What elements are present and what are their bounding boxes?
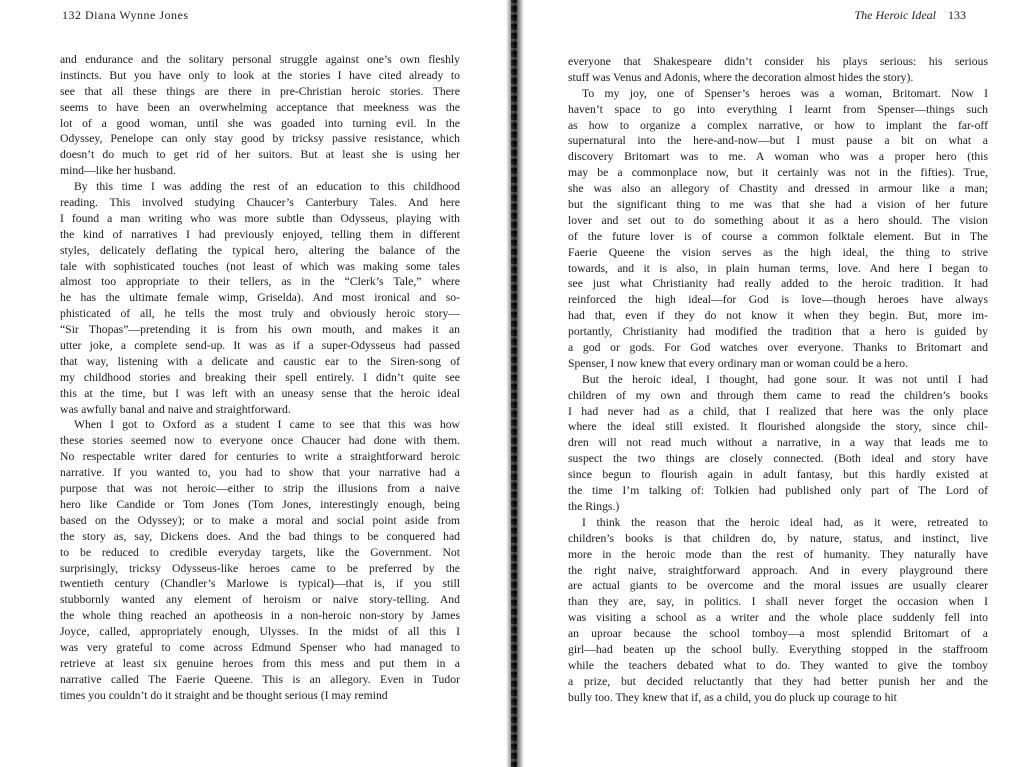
text-line: surprisingly, tricksy Odysseus-like heroes came to be preferred by the — [60, 561, 460, 575]
text-line: was very grateful to come across Edmund Spenser who had managed to — [60, 640, 460, 654]
text-line: she was also an allegory of Chastity and dressed in armour like a man; — [568, 182, 988, 196]
book-gutter-spine — [511, 0, 517, 767]
page-number: 133 — [948, 8, 966, 22]
right-page-text — [568, 54, 988, 706]
text-line: I think the reason that the heroic ideal had, as it were, retreated to — [582, 515, 988, 529]
text-line: dren will not read much without a narrative, in a way that leads me to — [568, 436, 988, 450]
text-line: that way, listening with a delicate and caustic ear to the Siren-song of — [60, 354, 460, 368]
text-line: the time I’m talking of: Tolkien had published only part of The Lord of — [568, 484, 988, 498]
text-line: but the significant thing to me was that she had a vision of her future — [568, 198, 988, 212]
text-line: a god or gods. For God watches over everyone. Thanks to Britomart and — [568, 341, 988, 355]
text-line: towards, and it is also, in plain human terms, love. And here I began to — [568, 261, 988, 275]
text-line: and endurance and the solitary personal struggle against one’s own fleshly — [60, 53, 460, 66]
text-line: see that all these things are there in pre-Christian heroic stories. There — [60, 84, 460, 98]
text-line: the right naive, straightforward approach. And in every playground there — [568, 563, 988, 577]
text-line: seems to have been an overwhelming acceptance that meekness was the — [60, 100, 460, 114]
text-line: a prize, but decided reluctantly that they had better punish her and the — [568, 674, 988, 688]
text-line: purpose that was not heroic—either to strip the illusions from a naive — [60, 482, 460, 496]
text-line: To my joy, one of Spenser’s heroes was a woman, Britomart. Now I — [582, 86, 988, 100]
text-line: “Sir Thopas”—pretending it is from his own mouth, and makes it an — [60, 323, 460, 337]
text-line: while the teachers debated what to do. They wanted to give the tomboy — [568, 658, 988, 672]
text-line: By this time I was adding the rest of an education to this childhood — [74, 180, 460, 194]
text-line: stuff was Venus and Adonis, where the decoration almost hides the story). — [568, 70, 914, 84]
text-line: bully too. They knew that if, as a child, you do pluck up courage to hit — [568, 690, 897, 704]
text-line: was awfully banal and naive and straightforward. — [60, 402, 291, 416]
text-line: stubbornly wanted any element of heroism or naive story-telling. And — [60, 593, 460, 607]
text-line: hero like Candide or Tom Jones (Tom Jones, interestingly enough, being — [60, 497, 460, 511]
text-line: utter joke, a complete send-up. It was as if a super-Odysseus had passed — [60, 339, 460, 353]
text-line: girl—had beaten up the school bully. Everything stopped in the staffroom — [568, 642, 988, 656]
text-line: supernatural into the here-and-now—but I must pause a bit on what a — [568, 134, 988, 148]
text-line: phisticated of all, he tells the most truly and obviously heroic story— — [60, 307, 460, 321]
text-line: When I got to Oxford as a student I came to see that this was how — [74, 418, 460, 432]
text-line: mind—like her husband. — [60, 164, 176, 178]
text-line: where the ideal still existed. It flourished alongside the story, since chil- — [568, 420, 988, 434]
text-line: almost too appropriate to their tellers, as in the “Clerk’s Tale,” where — [60, 275, 460, 289]
text-line: discovery Britomart was to me. A woman who was a proper hero (this — [568, 150, 988, 164]
right-page — [522, 0, 1022, 767]
text-line: But the heroic ideal, I thought, had gone sour. It was not until I had — [582, 372, 988, 386]
text-line: of the future lover is of course a common folktale element. But in The — [568, 229, 988, 243]
text-line: lot of a good woman, until she was goaded into turning evil. In the — [60, 116, 460, 130]
text-line: I had never had as a child, that I realized that here was the only place — [568, 404, 988, 418]
text-line: Spenser, I now knew that every ordinary man or woman could be a hero. — [568, 356, 908, 370]
text-line: may be a commonplace now, but it certainly was not in the fifties). True, — [568, 166, 988, 180]
text-line: to be reduced to credible everyday targets, like the Government. Not — [60, 545, 460, 559]
text-line: an uproar because the school tomboy—a most splendid Britomart of a — [568, 627, 988, 641]
right-running-head — [854, 8, 966, 23]
text-line: times you couldn’t do it straight and be thought serious (I may remind — [60, 688, 388, 702]
text-line: are actual giants to be overcome and the moral issues are usually clearer — [568, 579, 988, 593]
text-line: Faerie Queene the vision serves as the high ideal, the thing to strive — [568, 245, 988, 259]
text-line: based on the Odyssey); or to make a moral and social point aside from — [60, 513, 460, 527]
text-line: as how to organize a complex narrative, or how to implant the far-off — [568, 118, 988, 132]
text-line: more in the heroic mode than the rest of humanity. They naturally have — [568, 547, 988, 561]
running-head-title: The Heroic Ideal — [854, 8, 936, 22]
text-line: doesn’t do much to get rid of her suitors. But at least she is using her — [60, 148, 460, 162]
text-line: portantly, Christianity had modified the tradition that a hero is guided by — [568, 325, 988, 339]
text-line: Joyce, called, appropriately enough, Ulysses. In the midst of all this I — [60, 625, 460, 639]
text-line: had that, even if they do not know it when they begin. But, more im- — [568, 309, 988, 323]
text-line: everyone that Shakespeare didn’t consider his plays serious: his serious — [568, 55, 988, 68]
text-line: lover and set out to do something about it as a hero should. The vision — [568, 213, 988, 227]
text-line: styles, delicately deflating the typical hero, altering the balance of the — [60, 243, 460, 257]
text-line: Odyssey, Penelope can only stay good by tricksy passive resistance, which — [60, 132, 460, 146]
left-running-head: 132 Diana Wynne Jones — [62, 8, 189, 22]
text-line: my childhood stories and breaking their spell entirely. I didn’t quite see — [60, 370, 460, 384]
text-line: the kind of narratives I had previously enjoyed, telling them in different — [60, 227, 460, 241]
text-line: since begun to flourish again in adult fantasy, but this hardly existed at — [568, 468, 988, 482]
text-line: retrieve at least six genuine heroes from this mess and put them in a — [60, 656, 460, 670]
text-line: haven’t space to go into everything I learnt from Spenser—things such — [568, 102, 988, 116]
left-page-text — [60, 52, 460, 704]
text-line: tale with sophisticated touches (not least of which was making some tales — [60, 259, 460, 273]
text-line: was visiting a school as a writer and the whole place suddenly fell into — [568, 611, 988, 625]
text-line: these stories seemed now to everyone once Chaucer had done with them. — [60, 434, 460, 448]
text-line: I found a man writing who was more subtle than Odysseus, playing with — [60, 211, 460, 225]
text-line: he has the ultimate female wimp, Griselda). And most ironical and so- — [60, 291, 460, 305]
text-line: narrative. If you wanted to, you had to show that your narrative had a — [60, 466, 460, 480]
text-line: the story as, say, Dickens does. And the bad things to be conquered had — [60, 529, 460, 543]
text-line: the whole thing reached an apotheosis in a non-heroic non-story by James — [60, 609, 460, 623]
text-line: twentieth century (Chandler’s Marlowe is typical)—that is, if you still — [60, 577, 460, 591]
text-line: children of my own and through them came to read the children’s books — [568, 388, 988, 402]
text-line: see just what Christianity had really added to the heroic tradition. It had — [568, 277, 988, 291]
text-line: reinforced the high ideal—for God is love—though heroes have always — [568, 293, 988, 307]
text-line: suspect the two things are closely connected. (Both ideal and story have — [568, 452, 988, 466]
text-line: the Rings.) — [568, 499, 620, 513]
text-line: this at the time, but I was left with an uneasy sense that the heroic ideal — [60, 386, 460, 400]
text-line: No respectable writer dared for centuries to write a straightforward heroic — [60, 450, 460, 464]
left-page — [0, 0, 508, 767]
text-line: reading. This involved studying Chaucer’s Canterbury Tales. And here — [60, 196, 460, 210]
text-line: than they are, say, in politics. I shall never forget the occasion when I — [568, 595, 988, 609]
text-line: instincts. But you have only to look at the stories I have cited already to — [60, 68, 460, 82]
text-line: narrative called The Faerie Queene. This is an allegory. Even in Tudor — [60, 672, 460, 686]
text-line: children’s books is that children do, by nature, status, and instinct, live — [568, 531, 988, 545]
